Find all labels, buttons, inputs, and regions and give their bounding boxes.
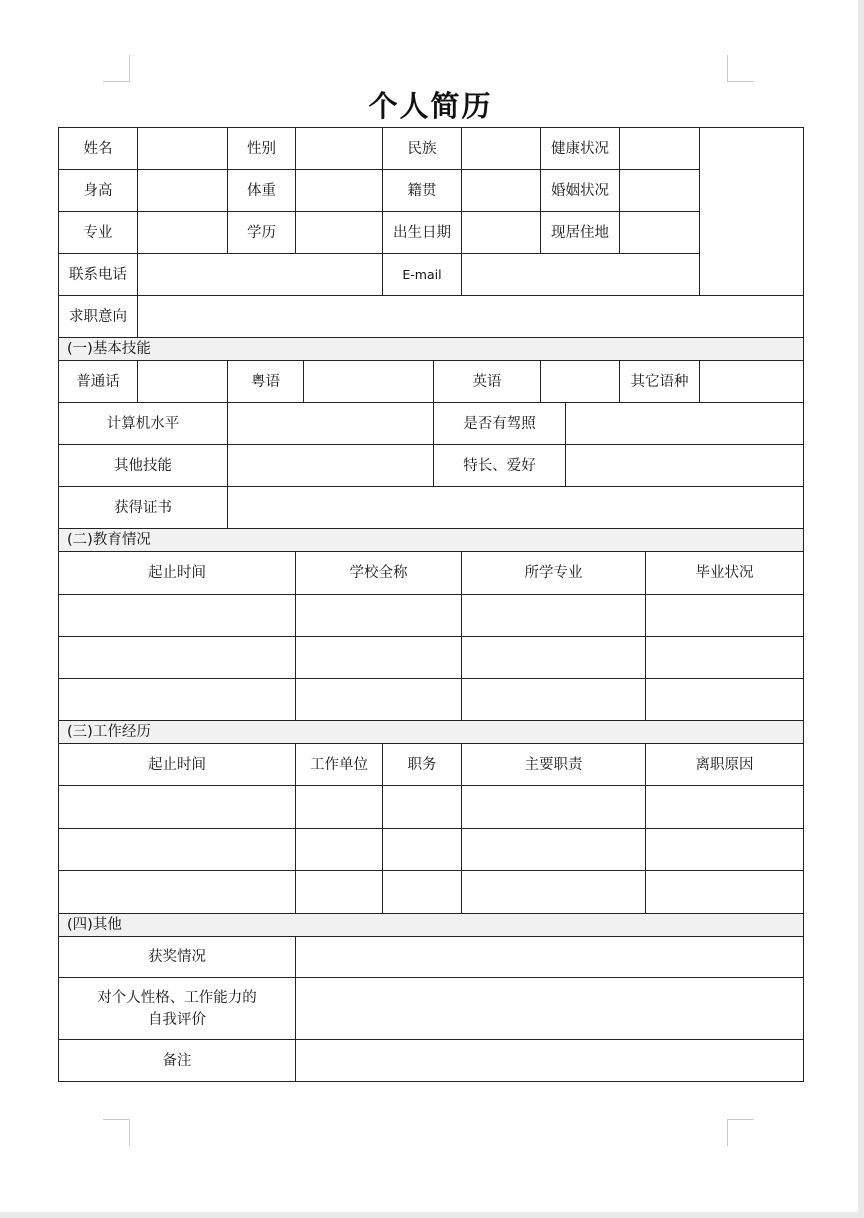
label-height: 身高 [59,170,138,212]
education-row [59,595,804,637]
work-cell[interactable] [462,829,646,871]
education-header-row [59,552,804,595]
section-education-title: (二)教育情况 [59,529,804,552]
health-value-cell[interactable] [620,128,700,170]
basic-row-1 [59,128,804,170]
work-header-leave-reason: 离职原因 [646,744,804,786]
work-cell[interactable] [462,871,646,914]
work-header-row [59,744,804,786]
section-work-title: (三)工作经历 [59,721,804,744]
marital-value-cell[interactable] [620,170,700,212]
work-cell[interactable] [383,829,462,871]
basic-row-5 [59,296,804,338]
self-eval-line-2: 自我评价 [148,1011,206,1028]
weight-value-cell[interactable] [296,170,383,212]
education-row [59,637,804,679]
work-cell[interactable] [646,871,804,914]
edu-cell[interactable] [59,637,296,679]
work-header-duties: 主要职责 [462,744,646,786]
label-other-skills: 其他技能 [59,445,228,487]
work-header-position: 职务 [383,744,462,786]
section-skills-row [59,338,804,361]
work-cell[interactable] [462,786,646,829]
work-cell[interactable] [59,829,296,871]
crop-mark-bottom-left [103,1119,130,1146]
crop-mark-bottom-right [727,1119,754,1146]
label-remarks: 备注 [59,1040,296,1082]
label-residence: 现居住地 [541,212,620,254]
edu-cell[interactable] [296,595,462,637]
section-other-row [59,914,804,937]
residence-value-cell[interactable] [620,212,700,254]
other-self-eval-row [59,978,804,1040]
work-cell[interactable] [59,871,296,914]
self-eval-value-cell[interactable] [296,978,804,1040]
native-place-value-cell[interactable] [462,170,541,212]
birth-date-value-cell[interactable] [462,212,541,254]
mandarin-value-cell[interactable] [138,361,228,403]
cantonese-value-cell[interactable] [304,361,434,403]
label-education: 学历 [228,212,296,254]
work-cell[interactable] [296,829,383,871]
label-gender: 性别 [228,128,296,170]
label-self-eval [59,978,296,1040]
label-phone: 联系电话 [59,254,138,296]
label-major: 专业 [59,212,138,254]
work-cell[interactable] [646,786,804,829]
work-cell[interactable] [296,786,383,829]
edu-cell[interactable] [59,595,296,637]
work-cell[interactable] [646,829,804,871]
edu-cell[interactable] [646,595,804,637]
skills-other-row [59,445,804,487]
label-computer: 计算机水平 [59,403,228,445]
resume-table [58,127,804,1082]
label-mandarin: 普通话 [59,361,138,403]
skills-certificates-row [59,487,804,529]
other-remarks-row [59,1040,804,1082]
work-row [59,829,804,871]
label-other-lang: 其它语种 [620,361,700,403]
work-row [59,871,804,914]
label-weight: 体重 [228,170,296,212]
gender-value-cell[interactable] [296,128,383,170]
ethnicity-value-cell[interactable] [462,128,541,170]
name-value-cell[interactable] [138,128,228,170]
photo-cell[interactable] [700,128,804,296]
label-name: 姓名 [59,128,138,170]
phone-value-cell[interactable] [138,254,383,296]
work-header-company: 工作单位 [296,744,383,786]
edu-cell[interactable] [646,637,804,679]
basic-row-3 [59,212,804,254]
work-header-period: 起止时间 [59,744,296,786]
label-native-place: 籍贯 [383,170,462,212]
work-cell[interactable] [296,871,383,914]
work-cell[interactable] [383,871,462,914]
work-cell[interactable] [383,786,462,829]
edu-header-status: 毕业状况 [646,552,804,595]
computer-value-cell[interactable] [228,403,434,445]
education-value-cell[interactable] [296,212,383,254]
job-intention-value-cell[interactable] [138,296,804,338]
section-education-row [59,529,804,552]
label-certificates: 获得证书 [59,487,228,529]
edu-header-major: 所学专业 [462,552,646,595]
major-value-cell[interactable] [138,212,228,254]
section-other-title: (四)其他 [59,914,804,937]
self-eval-line-1: 对个人性格、工作能力的 [97,989,257,1006]
label-email: E-mail [383,254,462,296]
edu-header-period: 起止时间 [59,552,296,595]
label-birth-date: 出生日期 [383,212,462,254]
page-title: 个人简历 [368,89,493,123]
english-value-cell[interactable] [541,361,620,403]
crop-mark-top-right [727,55,754,82]
edu-cell[interactable] [296,679,462,721]
other-awards-row [59,937,804,978]
edu-cell[interactable] [462,637,646,679]
edu-header-school: 学校全称 [296,552,462,595]
work-row [59,786,804,829]
skills-language-row [59,361,804,403]
label-ethnicity: 民族 [383,128,462,170]
certificates-value-cell[interactable] [228,487,804,529]
edu-cell[interactable] [462,595,646,637]
label-marital: 婚姻状况 [541,170,620,212]
label-license: 是否有驾照 [434,403,566,445]
email-value-cell[interactable] [462,254,700,296]
label-health: 健康状况 [541,128,620,170]
specialty-value-cell[interactable] [566,445,804,487]
license-value-cell[interactable] [566,403,804,445]
label-awards: 获奖情况 [59,937,296,978]
other-skills-value-cell[interactable] [228,445,434,487]
education-row [59,679,804,721]
awards-value-cell[interactable] [296,937,804,978]
label-specialty: 特长、爱好 [434,445,566,487]
label-job-intention: 求职意向 [59,296,138,338]
remarks-value-cell[interactable] [296,1040,804,1082]
work-cell[interactable] [59,786,296,829]
basic-row-2 [59,170,804,212]
edu-cell[interactable] [59,679,296,721]
basic-row-4 [59,254,804,296]
section-work-row [59,721,804,744]
other-lang-value-cell[interactable] [700,361,804,403]
edu-cell[interactable] [296,637,462,679]
label-english: 英语 [434,361,541,403]
edu-cell[interactable] [462,679,646,721]
skills-computer-row [59,403,804,445]
label-cantonese: 粤语 [228,361,304,403]
edu-cell[interactable] [646,679,804,721]
section-skills-title: (一)基本技能 [59,338,804,361]
height-value-cell[interactable] [138,170,228,212]
crop-mark-top-left [103,55,130,82]
